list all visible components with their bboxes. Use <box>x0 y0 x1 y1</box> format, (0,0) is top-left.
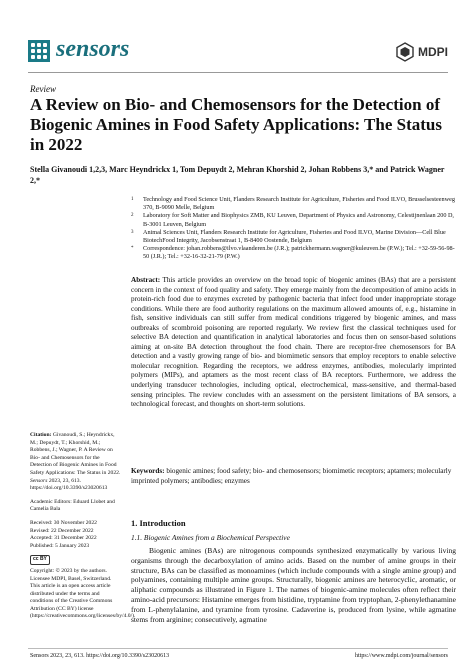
mdpi-logo-icon <box>395 42 415 62</box>
received-date: Received: 30 November 2022 <box>30 519 97 526</box>
affiliation-item: 3 Animal Sciences Unit, Flanders Research Institute for Agriculture, Fisheries and Food ILVO, Marine Division—Cell Blue BiotechFood Integrity, Jacobsenstraat 1, B-8400 Oostende, Belgium <box>131 228 446 245</box>
section-heading: 1. Introduction <box>131 518 186 528</box>
author-list: Stella Givanoudi 1,2,3, Marc Heyndrickx 1, Tom Depuydt 2, Mehran Khorshid 2, Johan Robbens 3,* and Patrick Wagner 2,* <box>30 165 445 185</box>
journal-logo-icon <box>28 40 50 62</box>
article-type: Review <box>30 84 56 94</box>
cc-by-icon: cc BY <box>30 555 50 565</box>
article-title: A Review on Bio- and Chemosensors for the Detection of Biogenic Amines in Food Safety Applications: The Status in 2022 <box>30 95 442 154</box>
publisher-logo <box>395 42 448 62</box>
abstract <box>131 276 456 410</box>
footer-citation: Sensors 2023, 23, 613. https://doi.org/10.3390/s23020613 <box>30 653 170 659</box>
copyright: Copyright: © 2023 by the authors. Licensee MDPI, Basel, Switzerland. This article is an open access article distributed under the terms and conditions of the Creative Commons Attribution (CC BY) license (https://creativecommons.org/licenses/by/4.0/). <box>30 567 136 620</box>
affiliations <box>131 196 456 262</box>
revised-date: Revised: 22 December 2022 <box>30 527 94 534</box>
abstract-label: Abstract: <box>131 276 161 284</box>
article-sidebar <box>30 432 136 621</box>
keywords-label: Keywords: <box>131 467 165 475</box>
keywords-text: biogenic amines; food safety; bio- and chemosensors; biomimetic receptors; aptamers; molecularly imprinted polymers; antibodies; enzymes <box>131 467 452 485</box>
affiliation-item: 2 Laboratory for Soft Matter and Biophysics ZMB, KU Leuven, Department of Physics and Astronomy, Celestijnenlaan 200 D, B-3001 Leuven, Belgium <box>131 212 454 228</box>
footer-journal-link[interactable]: https://www.mdpi.com/journal/sensors <box>355 653 448 659</box>
header-rule <box>28 72 448 73</box>
keywords <box>131 467 456 486</box>
accepted-date: Accepted: 31 December 2022 <box>30 535 97 542</box>
abstract-text: This article provides an overview on the broad topic of biogenic amines (BAs) that are a persistent concern in the context of food quality and safety. They emerge mainly from the decomposition of amino acids in protein-rich food due to enzymes excreted by pathogenic bacteria that infect food under inappropriate storage conditions. While there are food authority regulations on the maximum allowed amounts of, e.g., histamine in fish, sensitive individuals can still suffer from medical conditions triggered by biogenic amines, and mass outbreaks of scombroid poisoning are reported regularly. We review first the classical techniques used for selective BA detection and quantification in analytical laboratories and focus then on sensor-based solutions aiming at on-site BA detection throughout the food chain. There are receptor-free chemosensors for BA detection and a vastly growing range of bio- and biomimetic sensors that employ receptors to enable selective molecular recognition. Regarding the receptors, we address enzymes, antibodies, molecularly imprinted polymers (MIPs), and aptamers as the most recent class of BA receptors. Furthermore, we address the underlying transducer technologies, including optical, electrochemical, mass-sensitive, and thermal-based sensing principles. The review concludes with an assessment on the persistent limitations of BA sensors, a technological forecast, and thoughts on short-term solutions. <box>131 276 457 409</box>
published-date: Published: 5 January 2023 <box>30 542 90 549</box>
subsection-heading: 1.1. Biogenic Amines from a Biochemical Perspective <box>131 533 290 542</box>
academic-editors: Academic Editors: Eduard Llobet and Camelia Bala <box>30 498 115 513</box>
body-paragraph: Biogenic amines (BAs) are nitrogenous compounds synthesized enzymatically by various living organisms through the decarboxylation of amino acids. Based on the number of amine groups in their structure, BAs can be classified as monoamines (which include compounds with a single amine group) and polyamines, containing multiple amine groups. Structurally, biogenic amines are heterocyclic, aromatic, or aliphatic compounds as illustrated in Figure 1. The names of biogenic-amine molecules often reflect their amino-acid precursors: Histamine emerges from histidine, tryptamine from tryptophan, 2-phenylethanamine from L-phenylalanine, and tyramine from tyrosine. Cadaverine is, produced from lysine, while agmatine stems from arginine; consecutively, agmatine <box>131 546 456 624</box>
affiliation-item: 1 Technology and Food Science Unit, Flanders Research Institute for Agriculture, Fisheries and Food ILVO, Brusselsesteenweg 370, B-9090 Melle, Belgium <box>131 196 455 212</box>
publisher-name: MDPI <box>418 45 448 59</box>
footer-rule <box>28 648 448 649</box>
journal-name: sensors <box>56 36 130 62</box>
license-block <box>30 555 136 621</box>
citation: Citation: Givanoudi, S.; Heyndrickx, M.; Depuydt, T.; Khorshid, M.; Robbens, J.; Wagner, P. A Review on Bio- and Chemosensors for the Detection of Biogenic Amines in Food Safety Applications: The Status in 2022. Sensors 2023, 23, 613. https://doi.org/10.3390/s23020613 <box>30 432 121 492</box>
correspondence: * Correspondence: johan.robbens@ilvo.vlaanderen.be (J.R.); patrickhermann.wagner@kuleuven.be (P.W.); Tel.: +32-59-56-98-50 (J.R.); Tel.: +32-16-32-21-79 (P.W.) <box>131 245 455 261</box>
